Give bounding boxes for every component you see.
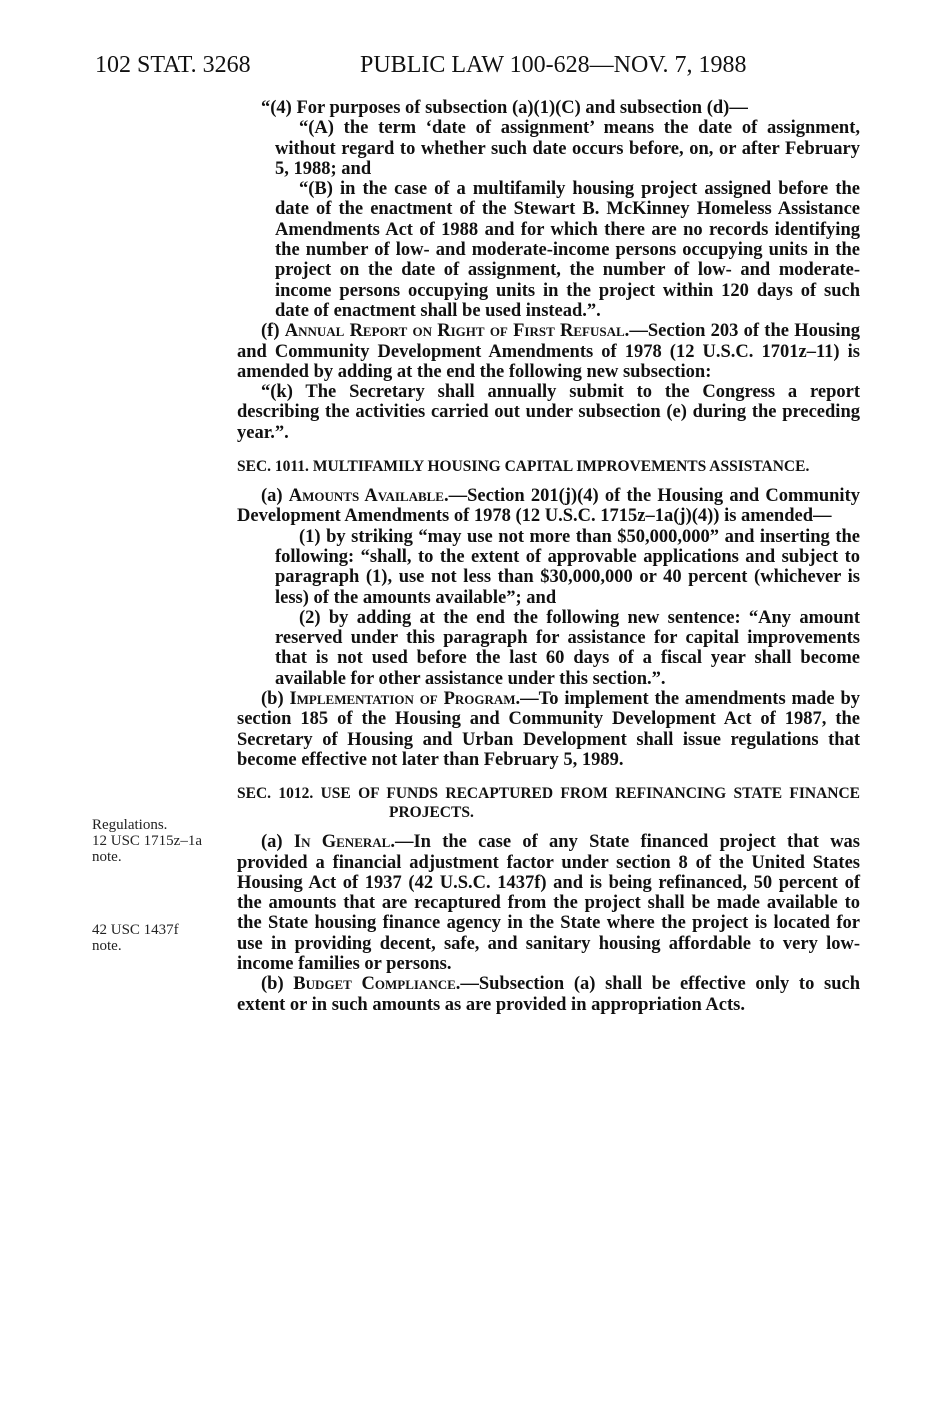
subparagraph-a: “(A) the term ‘date of assignment’ means the date of assignment, without regard to whether such date occurs before, on, or after February 5, 1988; and <box>275 118 860 179</box>
section-title: USE OF FUNDS RECAPTURED FROM REFINANCING STATE FINANCE PROJECTS. <box>320 785 860 822</box>
section-1011-subsection-b <box>237 689 860 770</box>
paragraph-1: (1) by striking “may use not more than $50,000,000” and inserting the following: “shall, to the extent of approvable applications and subject to paragraph (1), use not less than $30,000,000 or 40 percent (whichever is less) of the amounts available”; and <box>275 526 860 608</box>
section-title: MULTIFAMILY HOUSING CAPITAL IMPROVEMENTS ASSISTANCE. <box>312 458 810 476</box>
section-number: SEC. 1011. <box>237 458 313 476</box>
margin-note-line: 42 USC 1437f <box>92 922 179 938</box>
subsection-heading: In General. <box>293 832 395 853</box>
subsection-heading: Implementation of Program. <box>289 689 521 710</box>
margin-note-line: note. <box>92 938 122 954</box>
subsection-f-heading: Annual Report on Right of First Refusal. <box>284 321 630 342</box>
subsection-text: —To implement the amendments made by section 185 of the Housing and Community Development Act of 1987, the Secretary of Housing and Urban Development shall issue regulations that become effective not later than February 5, 1989. <box>237 689 860 770</box>
subsection-f <box>237 321 860 382</box>
page-header <box>95 50 860 86</box>
subsection-heading: Amounts Available. <box>288 486 449 507</box>
margin-note-line: 12 USC 1715z–1a <box>92 833 202 849</box>
law-title: PUBLIC LAW 100-628—NOV. 7, 1988 <box>360 52 747 78</box>
subsection-text: —In the case of any State financed project that was provided a financial adjustment factor under section 8 of the United States Housing Act of 1937 (42 U.S.C. 1437f) and is being refinanced, 50 percent of the amounts that are recaptured from the project shall be made available to the State housing finance agency in the State where the project is located for use in providing decent, safe, and sanitary housing affordable to very low-income families or persons. <box>237 832 861 974</box>
subsection-f-label: (f) <box>261 321 285 342</box>
section-number: SEC. 1012. <box>237 785 321 803</box>
subsection-k: “(k) The Secretary shall annually submit to the Congress a report describing the activities carried out under subsection (e) during the preceding year.”. <box>237 382 860 443</box>
section-1012-subsection-b <box>237 974 860 1015</box>
section-1012-subsection-a <box>237 832 860 974</box>
paragraph-4: “(4) For purposes of subsection (a)(1)(C) and subsection (d)— <box>261 98 748 118</box>
subparagraph-b: “(B) in the case of a multifamily housing project assigned before the date of the enactment of the Stewart B. McKinney Homeless Assistance Amendments Act of 1988 and for which there are no records identifying the number of low- and moderate-income persons occupying units in the project on the date of assignment, the number of low- and moderate-income persons occupying units in the project within 120 days of such date of enactment shall be used instead.”. <box>275 179 860 321</box>
subsection-text: —Subsection (a) shall be effective only to such extent or in such amounts as are provided in appropriation Acts. <box>237 974 860 1015</box>
subsection-f-text: —Section 203 of the Housing and Community Development Amendments of 1978 (12 U.S.C. 1701z–11) is amended by adding at the end the following new subsection: <box>237 321 860 382</box>
subsection-label: (a) <box>261 832 294 853</box>
document-body <box>237 98 860 1015</box>
subsection-label: (b) <box>261 689 290 710</box>
subsection-text: —Section 201(j)(4) of the Housing and Community Development Amendments of 1978 (12 U.S.C. 1715z–1a(j)(4)) is amended— <box>237 486 860 527</box>
subsection-label: (b) <box>261 974 294 995</box>
section-1011-subsection-a <box>237 486 860 527</box>
section-1011-heading <box>237 457 860 476</box>
paragraph-2: (2) by adding at the end the following new sentence: “Any amount reserved under this paragraph for assistance for capital improvements that is not used before the last 60 days of a fiscal year shall become available for other assistance under this section.”. <box>275 607 860 689</box>
margin-note-line: Regulations. <box>92 817 168 833</box>
section-1012-heading <box>237 784 860 822</box>
margin-note-usc <box>92 922 232 954</box>
subsection-heading: Budget Compliance. <box>293 974 461 995</box>
margin-note-regulations <box>92 817 232 865</box>
margin-note-line: note. <box>92 849 122 865</box>
subsection-label: (a) <box>261 486 289 507</box>
stat-reference: 102 STAT. 3268 <box>95 52 251 78</box>
